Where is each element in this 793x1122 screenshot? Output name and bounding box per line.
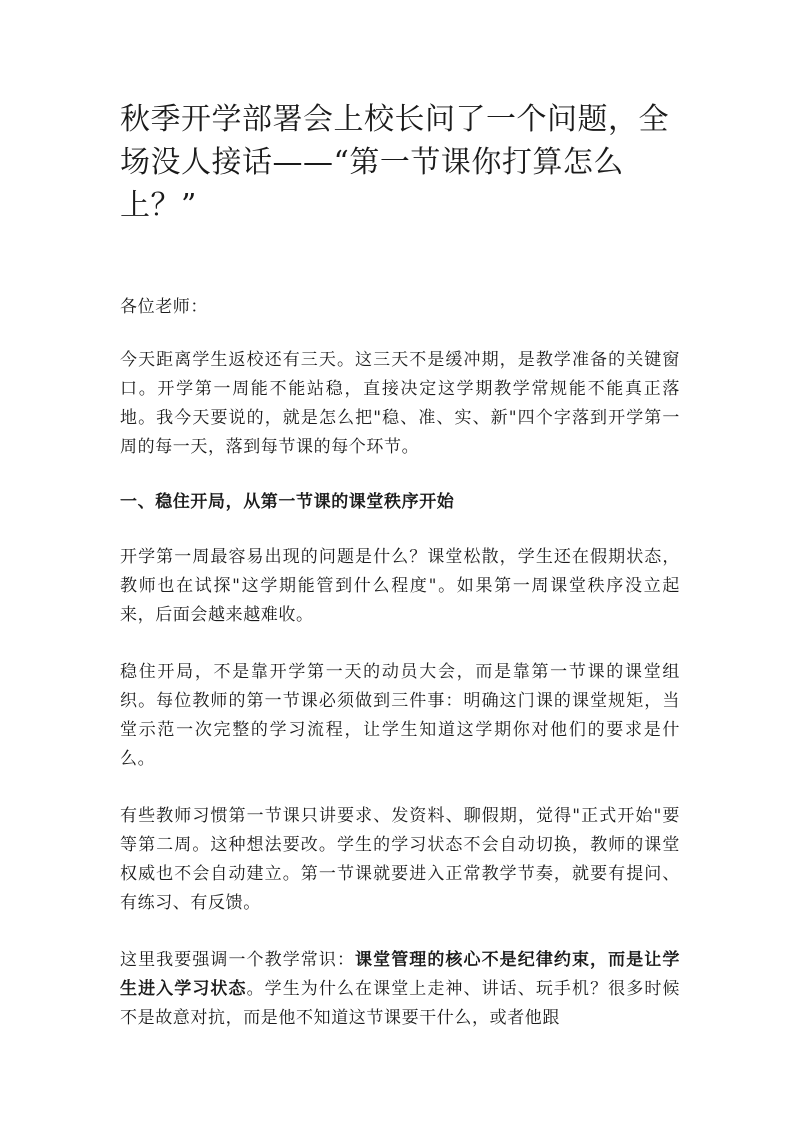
section-heading: 一、稳住开局，从第一节课的课堂秩序开始 <box>120 492 455 512</box>
paragraph-rest-text: 。学生为什么在课堂上走神、讲话、玩手机？很多时候不是故意对抗，而是他不知道这节课要干什么，或者他跟 <box>120 979 680 1028</box>
paragraph-habits: 有些教师习惯第一节课只讲要求、发资料、聊假期，觉得"正式开始"要等第二周。这种想法要改。学生的学习状态不会自动切换，教师的课堂权威也不会自动建立。第一节课就要进入正常教学节奏，就要有提问、有练习、有反馈。 <box>120 806 680 913</box>
paragraph-first-class: 稳住开局，不是靠开学第一天的动员大会，而是靠第一节课的课堂组织。每位教师的第一节课必须做到三件事：明确这门课的课堂规矩，当堂示范一次完整的学习流程，让学生知道这学期你对他们的要求是什么。 <box>120 662 680 769</box>
paragraph-intro: 今天距离学生返校还有三天。这三天不是缓冲期，是教学准备的关键窗口。开学第一周能不能站稳，直接决定这学期教学常规能不能真正落地。我今天要说的，就是怎么把"稳、准、实、新"四个字落到开学第一周的每一天，落到每节课的每个环节。 <box>120 350 680 457</box>
document-page <box>120 98 680 1033</box>
paragraph-problem: 开学第一周最容易出现的问题是什么？课堂松散，学生还在假期状态，教师也在试探"这学期能管到什么程度"。如果第一周课堂秩序没立起来，后面会越来越难收。 <box>120 547 680 625</box>
document-title: 秋季开学部署会上校长问了一个问题，全场没人接话——“第一节课你打算怎么上？” <box>120 102 669 223</box>
paragraph-classroom-management <box>120 946 680 1033</box>
paragraph-lead-text: 这里我要强调一个教学常识： <box>120 950 356 970</box>
emphasis-text: 课堂管理的核心不是纪律约束，而是让学生进入学习状态 <box>120 950 680 999</box>
greeting: 各位老师： <box>120 297 208 317</box>
